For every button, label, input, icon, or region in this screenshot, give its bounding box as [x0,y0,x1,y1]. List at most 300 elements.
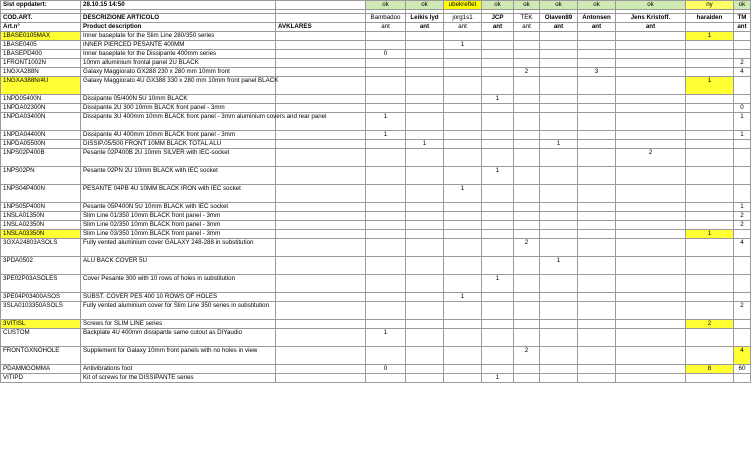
quantity-cell[interactable] [406,221,444,230]
quantity-cell[interactable]: 1 [686,230,734,239]
avklares-cell[interactable] [276,230,366,239]
quantity-cell[interactable] [540,221,578,230]
quantity-cell[interactable] [482,293,514,302]
quantity-cell[interactable] [482,32,514,41]
description-cell[interactable]: 10mm alluminium frontal panel 2U BLACK [81,59,276,68]
article-code-cell[interactable]: PDAMMGOMMA [1,365,81,374]
avklares-cell[interactable] [276,347,366,365]
quantity-cell[interactable]: 1 [482,167,514,185]
quantity-cell[interactable] [578,59,616,68]
quantity-cell[interactable] [578,365,616,374]
quantity-cell[interactable] [366,230,406,239]
quantity-cell[interactable] [578,239,616,257]
quantity-cell[interactable] [540,329,578,347]
quantity-cell[interactable]: 1 [734,113,751,131]
avklares-cell[interactable] [276,140,366,149]
avklares-cell[interactable] [276,203,366,212]
user-unit[interactable]: ant [366,23,406,32]
quantity-cell[interactable]: 1 [444,293,482,302]
quantity-cell[interactable] [514,221,540,230]
quantity-cell[interactable] [540,131,578,140]
description-cell[interactable]: Supplement for Galaxy 10mm front panels with no holes in view [81,347,276,365]
quantity-cell[interactable] [578,50,616,59]
user-status[interactable]: ok [616,1,686,10]
quantity-cell[interactable] [366,320,406,329]
quantity-cell[interactable] [686,212,734,221]
quantity-cell[interactable] [578,221,616,230]
quantity-cell[interactable] [366,212,406,221]
quantity-cell[interactable]: 4 [734,239,751,257]
quantity-cell[interactable] [514,203,540,212]
description-cell[interactable]: Inner baseplate for the Slim Line 280/350 series [81,32,276,41]
user-name[interactable]: JCP [482,14,514,23]
quantity-cell[interactable] [616,374,686,383]
quantity-cell[interactable] [366,104,406,113]
avklares-cell[interactable] [276,302,366,320]
user-status[interactable]: ok [578,1,616,10]
quantity-cell[interactable] [406,50,444,59]
description-cell[interactable]: Dissipante 3U 400mm 10mm BLACK front panel - 3mm aluminium covers and rear panel [81,113,276,131]
quantity-cell[interactable]: 2 [734,302,751,320]
quantity-cell[interactable] [406,149,444,167]
article-code-cell[interactable]: 3PDA0502 [1,257,81,275]
quantity-cell[interactable] [616,212,686,221]
quantity-cell[interactable] [686,104,734,113]
quantity-cell[interactable]: 1 [686,32,734,41]
quantity-cell[interactable] [734,50,751,59]
quantity-cell[interactable] [406,95,444,104]
quantity-cell[interactable] [514,320,540,329]
quantity-cell[interactable] [578,293,616,302]
quantity-cell[interactable] [482,329,514,347]
quantity-cell[interactable] [540,149,578,167]
quantity-cell[interactable] [514,167,540,185]
quantity-cell[interactable] [540,275,578,293]
quantity-cell[interactable] [514,185,540,203]
quantity-cell[interactable] [734,257,751,275]
quantity-cell[interactable]: 0 [734,104,751,113]
quantity-cell[interactable] [444,221,482,230]
quantity-cell[interactable] [578,167,616,185]
quantity-cell[interactable] [482,203,514,212]
quantity-cell[interactable] [540,374,578,383]
quantity-cell[interactable] [482,347,514,365]
avklares-cell[interactable] [276,320,366,329]
quantity-cell[interactable]: 60 [734,365,751,374]
quantity-cell[interactable] [578,203,616,212]
quantity-cell[interactable] [366,149,406,167]
quantity-cell[interactable] [686,239,734,257]
quantity-cell[interactable] [482,239,514,257]
quantity-cell[interactable] [482,302,514,320]
avklares-cell[interactable] [276,167,366,185]
article-code-cell[interactable]: 1BASE0105MAX [1,32,81,41]
quantity-cell[interactable] [444,212,482,221]
quantity-cell[interactable] [482,113,514,131]
article-code-cell[interactable]: 1NPDA05500N [1,140,81,149]
quantity-cell[interactable]: 2 [734,59,751,68]
quantity-cell[interactable] [616,203,686,212]
user-status[interactable]: ok [514,1,540,10]
quantity-cell[interactable] [406,41,444,50]
quantity-cell[interactable] [514,212,540,221]
quantity-cell[interactable] [366,257,406,275]
quantity-cell[interactable] [514,113,540,131]
quantity-cell[interactable] [540,239,578,257]
quantity-cell[interactable] [514,59,540,68]
avklares-cell[interactable] [276,104,366,113]
quantity-cell[interactable]: 2 [616,149,686,167]
description-cell[interactable]: Galaxy Maggiorato 4U GX388 330 x 280 mm 10mm front panel BLACK [81,77,276,95]
description-cell[interactable]: Screws for SLIM LINE series [81,320,276,329]
quantity-cell[interactable] [616,68,686,77]
article-code-cell[interactable]: 3PE04P03400ASOS [1,293,81,302]
quantity-cell[interactable] [616,221,686,230]
quantity-cell[interactable] [616,293,686,302]
quantity-cell[interactable] [734,140,751,149]
user-status[interactable]: ok [482,1,514,10]
quantity-cell[interactable]: 1 [734,203,751,212]
quantity-cell[interactable] [734,167,751,185]
quantity-cell[interactable] [616,365,686,374]
avklares-cell[interactable] [276,293,366,302]
avklares-cell[interactable] [276,185,366,203]
avklares-cell[interactable] [276,275,366,293]
quantity-cell[interactable] [366,347,406,365]
quantity-cell[interactable] [406,329,444,347]
quantity-cell[interactable] [734,275,751,293]
quantity-cell[interactable] [482,50,514,59]
quantity-cell[interactable] [734,293,751,302]
quantity-cell[interactable] [366,167,406,185]
quantity-cell[interactable] [686,50,734,59]
quantity-cell[interactable] [444,104,482,113]
user-unit[interactable]: ant [734,23,751,32]
user-name[interactable]: Antonsen [578,14,616,23]
article-code-cell[interactable]: 1NPS02PN [1,167,81,185]
quantity-cell[interactable] [734,230,751,239]
article-code-cell[interactable]: 1NPDA02300N [1,104,81,113]
quantity-cell[interactable] [406,167,444,185]
avklares-cell[interactable] [276,68,366,77]
quantity-cell[interactable] [366,302,406,320]
header-cod-art[interactable]: COD.ART. [1,14,81,23]
quantity-cell[interactable] [406,131,444,140]
quantity-cell[interactable] [686,41,734,50]
quantity-cell[interactable] [514,32,540,41]
description-cell[interactable]: PESANTE 04PB 4U 10MM BLACK IRON with IEC socket [81,185,276,203]
quantity-cell[interactable] [406,212,444,221]
quantity-cell[interactable]: 1 [482,374,514,383]
quantity-cell[interactable] [540,302,578,320]
quantity-cell[interactable] [444,329,482,347]
quantity-cell[interactable] [444,149,482,167]
quantity-cell[interactable] [540,32,578,41]
quantity-cell[interactable] [734,41,751,50]
article-code-cell[interactable]: FRONTGXNOHOLE [1,347,81,365]
quantity-cell[interactable] [616,167,686,185]
quantity-cell[interactable] [540,167,578,185]
quantity-cell[interactable] [366,77,406,95]
header-avklares[interactable]: AVKLARES [276,23,366,32]
quantity-cell[interactable] [578,212,616,221]
avklares-cell[interactable] [276,149,366,167]
avklares-cell[interactable] [276,239,366,257]
avklares-cell[interactable] [276,32,366,41]
quantity-cell[interactable] [578,77,616,95]
quantity-cell[interactable] [514,104,540,113]
avklares-cell[interactable] [276,212,366,221]
quantity-cell[interactable] [686,59,734,68]
quantity-cell[interactable] [444,77,482,95]
updated-label[interactable]: Sist oppdatert: [1,1,81,10]
description-cell[interactable]: Dissipante 4U 400mm 10mm BLACK front panel - 3mm [81,131,276,140]
quantity-cell[interactable] [366,140,406,149]
quantity-cell[interactable]: 1 [406,140,444,149]
quantity-cell[interactable] [616,95,686,104]
quantity-cell[interactable]: 1 [366,113,406,131]
quantity-cell[interactable] [444,203,482,212]
quantity-cell[interactable] [578,113,616,131]
user-unit[interactable]: ant [616,23,686,32]
quantity-cell[interactable] [406,275,444,293]
quantity-cell[interactable] [514,230,540,239]
article-code-cell[interactable]: 1NSLA02350N [1,221,81,230]
quantity-cell[interactable] [578,41,616,50]
quantity-cell[interactable] [514,95,540,104]
user-name[interactable]: TEK [514,14,540,23]
user-status[interactable]: ok [366,1,406,10]
quantity-cell[interactable]: 2 [514,347,540,365]
quantity-cell[interactable] [406,293,444,302]
quantity-cell[interactable] [686,185,734,203]
quantity-cell[interactable] [366,203,406,212]
quantity-cell[interactable] [616,302,686,320]
quantity-cell[interactable] [686,257,734,275]
quantity-cell[interactable] [444,347,482,365]
avklares-cell[interactable] [276,131,366,140]
quantity-cell[interactable] [578,104,616,113]
quantity-cell[interactable] [514,257,540,275]
quantity-cell[interactable] [578,230,616,239]
avklares-cell[interactable] [276,365,366,374]
user-unit[interactable] [686,23,734,32]
description-cell[interactable]: Slim Line 01/350 10mm BLACK front panel - 3mm [81,212,276,221]
user-unit[interactable]: ant [514,23,540,32]
quantity-cell[interactable] [540,59,578,68]
quantity-cell[interactable] [406,104,444,113]
quantity-cell[interactable] [482,104,514,113]
user-unit[interactable]: ant [578,23,616,32]
quantity-cell[interactable] [540,95,578,104]
quantity-cell[interactable] [540,185,578,203]
article-code-cell[interactable]: VITIPD [1,374,81,383]
quantity-cell[interactable] [406,347,444,365]
quantity-cell[interactable] [482,59,514,68]
article-code-cell[interactable]: 1NPDA04400N [1,131,81,140]
quantity-cell[interactable] [540,41,578,50]
quantity-cell[interactable]: 2 [734,221,751,230]
quantity-cell[interactable] [444,257,482,275]
quantity-cell[interactable] [578,320,616,329]
quantity-cell[interactable] [578,149,616,167]
quantity-cell[interactable] [686,140,734,149]
user-unit[interactable]: ant [444,23,482,32]
quantity-cell[interactable] [482,140,514,149]
quantity-cell[interactable] [734,77,751,95]
quantity-cell[interactable] [444,302,482,320]
quantity-cell[interactable] [734,32,751,41]
avklares-cell[interactable] [276,329,366,347]
quantity-cell[interactable] [616,32,686,41]
quantity-cell[interactable] [482,131,514,140]
quantity-cell[interactable] [616,230,686,239]
user-name[interactable]: jorg1s1 [444,14,482,23]
description-cell[interactable]: Backplate 4U 400mm dissipante same cutout as DIYaudio [81,329,276,347]
header-art-no[interactable]: Art.n° [1,23,81,32]
user-status[interactable]: ok [734,1,751,10]
quantity-cell[interactable] [444,320,482,329]
quantity-cell[interactable] [616,239,686,257]
quantity-cell[interactable] [514,275,540,293]
quantity-cell[interactable]: 2 [514,239,540,257]
quantity-cell[interactable] [734,320,751,329]
quantity-cell[interactable] [540,104,578,113]
quantity-cell[interactable] [616,257,686,275]
quantity-cell[interactable] [444,50,482,59]
quantity-cell[interactable] [616,275,686,293]
quantity-cell[interactable] [686,347,734,365]
quantity-cell[interactable] [578,329,616,347]
quantity-cell[interactable] [540,212,578,221]
avklares-cell[interactable] [276,59,366,68]
quantity-cell[interactable]: 1 [482,95,514,104]
quantity-cell[interactable] [540,293,578,302]
article-code-cell[interactable]: 3PE02P03ASOLES [1,275,81,293]
user-unit[interactable]: ant [540,23,578,32]
quantity-cell[interactable] [616,41,686,50]
article-code-cell[interactable]: 1NSLA01350N [1,212,81,221]
quantity-cell[interactable]: 1 [444,185,482,203]
quantity-cell[interactable] [578,257,616,275]
user-name[interactable]: haralden [686,14,734,23]
description-cell[interactable]: Pesante 02P400B 2U 10mm SILVER with IEC-socket [81,149,276,167]
quantity-cell[interactable] [482,68,514,77]
quantity-cell[interactable] [734,95,751,104]
quantity-cell[interactable] [686,302,734,320]
user-unit[interactable]: ant [406,23,444,32]
quantity-cell[interactable] [686,221,734,230]
quantity-cell[interactable] [482,185,514,203]
quantity-cell[interactable] [406,230,444,239]
quantity-cell[interactable] [514,302,540,320]
quantity-cell[interactable]: 0 [366,365,406,374]
article-code-cell[interactable]: CUSTOM [1,329,81,347]
article-code-cell[interactable]: 3GXA24803ASOLS [1,239,81,257]
updated-value[interactable]: 28.10.15 14:50 [81,1,276,10]
quantity-cell[interactable] [578,95,616,104]
quantity-cell[interactable] [578,275,616,293]
quantity-cell[interactable] [514,374,540,383]
article-code-cell[interactable]: 1BASEPD400 [1,50,81,59]
avklares-cell[interactable] [276,50,366,59]
description-cell[interactable]: INNER PIERCED PESANTE 400MM [81,41,276,50]
quantity-cell[interactable] [482,221,514,230]
description-cell[interactable]: Slim Line 02/350 10mm BLACK front panel - 3mm [81,221,276,230]
quantity-cell[interactable] [514,41,540,50]
quantity-cell[interactable] [540,113,578,131]
quantity-cell[interactable] [406,257,444,275]
quantity-cell[interactable] [540,365,578,374]
user-unit[interactable]: ant [482,23,514,32]
quantity-cell[interactable] [514,365,540,374]
quantity-cell[interactable]: 1 [482,275,514,293]
quantity-cell[interactable] [686,293,734,302]
description-cell[interactable]: ALU BACK COVER 5U [81,257,276,275]
quantity-cell[interactable] [540,203,578,212]
quantity-cell[interactable] [514,77,540,95]
avklares-cell[interactable] [276,374,366,383]
quantity-cell[interactable] [514,329,540,347]
quantity-cell[interactable] [540,320,578,329]
quantity-cell[interactable] [482,320,514,329]
avklares-cell[interactable] [276,95,366,104]
quantity-cell[interactable] [734,329,751,347]
quantity-cell[interactable] [406,365,444,374]
quantity-cell[interactable] [578,32,616,41]
description-cell[interactable]: Slim Line 03/350 10mm BLACK front panel - 3mm [81,230,276,239]
quantity-cell[interactable] [444,68,482,77]
quantity-cell[interactable] [734,185,751,203]
quantity-cell[interactable] [616,347,686,365]
quantity-cell[interactable]: 1 [734,131,751,140]
quantity-cell[interactable]: 4 [734,347,751,365]
quantity-cell[interactable] [734,374,751,383]
quantity-cell[interactable] [482,212,514,221]
article-code-cell[interactable]: 1NGXA288N [1,68,81,77]
quantity-cell[interactable] [406,59,444,68]
user-status[interactable]: ok [540,1,578,10]
quantity-cell[interactable] [444,239,482,257]
quantity-cell[interactable]: 1 [444,41,482,50]
quantity-cell[interactable] [616,113,686,131]
description-cell[interactable]: Fully vented aluminium cover GALAXY 248-288 in substitution [81,239,276,257]
quantity-cell[interactable] [366,239,406,257]
quantity-cell[interactable] [366,374,406,383]
quantity-cell[interactable] [482,41,514,50]
quantity-cell[interactable] [406,113,444,131]
quantity-cell[interactable] [578,302,616,320]
quantity-cell[interactable]: 1 [366,329,406,347]
article-code-cell[interactable]: 1NPDA03400N [1,113,81,131]
article-code-cell[interactable]: 1NPS04P400N [1,185,81,203]
quantity-cell[interactable] [406,203,444,212]
quantity-cell[interactable] [444,365,482,374]
description-cell[interactable]: Kit of screws for the DISSIPANTE series [81,374,276,383]
quantity-cell[interactable] [366,32,406,41]
user-status[interactable]: ny [686,1,734,10]
quantity-cell[interactable] [482,77,514,95]
quantity-cell[interactable] [482,365,514,374]
quantity-cell[interactable] [444,113,482,131]
article-code-cell[interactable]: 1NGXA388N/4U [1,77,81,95]
description-cell[interactable]: Fully vented aluminium cover for Slim Line 350 series in substitution [81,302,276,320]
quantity-cell[interactable] [514,131,540,140]
quantity-cell[interactable]: 4 [734,68,751,77]
article-code-cell[interactable]: 1BASE0405 [1,41,81,50]
quantity-cell[interactable] [578,131,616,140]
quantity-cell[interactable] [686,95,734,104]
